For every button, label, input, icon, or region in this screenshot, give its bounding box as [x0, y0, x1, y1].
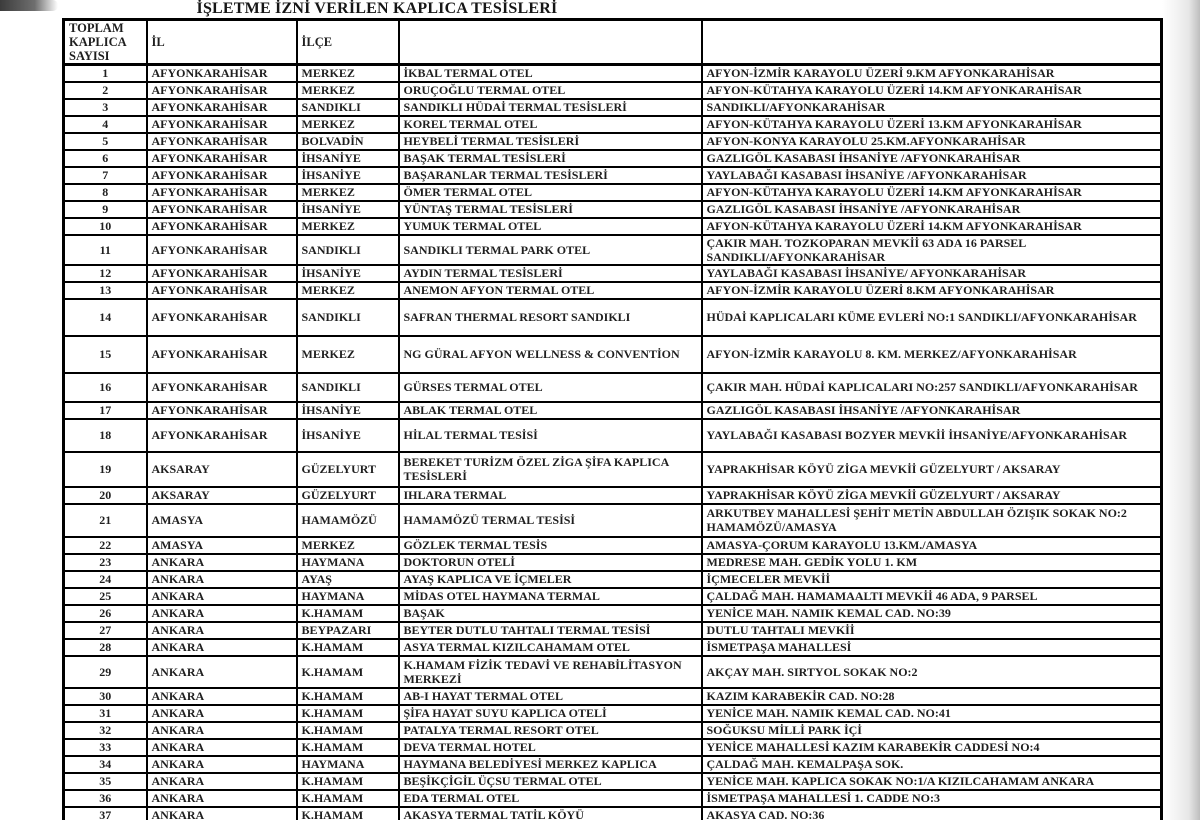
row-number-cell: 6	[64, 150, 147, 167]
table-row	[64, 588, 1162, 605]
facility-name-cell: BAŞAK TERMAL TESİSLERİ	[399, 150, 702, 167]
row-number-cell: 30	[64, 688, 147, 705]
province-cell: AFYONKARAHİSAR	[147, 336, 297, 373]
district-cell: İHSANİYE	[297, 419, 399, 452]
row-number-cell: 22	[64, 537, 147, 554]
row-number-cell: 28	[64, 639, 147, 656]
facility-name-cell: K.HAMAM FİZİK TEDAVİ VE REHABİLİTASYON MERKEZİ	[399, 656, 702, 688]
province-cell: ANKARA	[147, 807, 297, 820]
row-number-cell: 20	[64, 487, 147, 504]
row-number-cell: 13	[64, 282, 147, 299]
facility-name-cell: ASYA TERMAL KIZILCAHAMAM OTEL	[399, 639, 702, 656]
province-cell: ANKARA	[147, 773, 297, 790]
district-cell: İHSANİYE	[297, 402, 399, 419]
table-row	[64, 688, 1162, 705]
province-cell: ANKARA	[147, 739, 297, 756]
address-cell: YENİCE MAHALLESİ KAZIM KARABEKİR CADDESİ NO:4	[702, 739, 1162, 756]
address-cell: AFYON-İZMİR KARAYOLU ÜZERİ 8.KM AFYONKARAHİSAR	[702, 282, 1162, 299]
address-cell: AFYON-İZMİR KARAYOLU ÜZERİ 9.KM AFYONKARAHİSAR	[702, 65, 1162, 82]
district-cell: K.HAMAM	[297, 773, 399, 790]
table-row	[64, 373, 1162, 402]
table-header	[64, 20, 1162, 65]
address-cell: YENİCE MAH. NAMIK KEMAL CAD. NO:41	[702, 705, 1162, 722]
address-cell: AFYON-KÜTAHYA KARAYOLU ÜZERİ 14.KM AFYONKARAHİSAR	[702, 184, 1162, 201]
table-row	[64, 65, 1162, 82]
district-cell: K.HAMAM	[297, 656, 399, 688]
province-cell: AFYONKARAHİSAR	[147, 99, 297, 116]
table-row	[64, 452, 1162, 487]
district-cell: MERKEZ	[297, 336, 399, 373]
address-cell: AFYON-KÜTAHYA KARAYOLU ÜZERİ 14.KM AFYONKARAHİSAR	[702, 218, 1162, 235]
district-cell: K.HAMAM	[297, 790, 399, 807]
province-cell: AFYONKARAHİSAR	[147, 299, 297, 336]
address-cell: YENİCE MAH. NAMIK KEMAL CAD. NO:39	[702, 605, 1162, 622]
table-row	[64, 184, 1162, 201]
facility-name-cell: DOKTORUN OTELİ	[399, 554, 702, 571]
district-cell: MERKEZ	[297, 116, 399, 133]
province-cell: AFYONKARAHİSAR	[147, 116, 297, 133]
row-number-cell: 11	[64, 235, 147, 265]
table-row	[64, 537, 1162, 554]
facility-name-cell: ŞİFA HAYAT SUYU KAPLICA OTELİ	[399, 705, 702, 722]
address-cell: ÇALDAĞ MAH. HAMAMAALTI MEVKİİ 46 ADA, 9 PARSEL	[702, 588, 1162, 605]
row-number-cell: 9	[64, 201, 147, 218]
district-cell: İHSANİYE	[297, 201, 399, 218]
facility-name-cell: SAFRAN THERMAL RESORT SANDIKLI	[399, 299, 702, 336]
table-row	[64, 201, 1162, 218]
col-header-address	[702, 20, 1162, 65]
province-cell: ANKARA	[147, 588, 297, 605]
facility-name-cell: BEYTER DUTLU TAHTALI TERMAL TESİSİ	[399, 622, 702, 639]
facility-name-cell: ORUÇOĞLU TERMAL OTEL	[399, 82, 702, 99]
facility-name-cell: HAMAMÖZÜ TERMAL TESİSİ	[399, 504, 702, 537]
province-cell: ANKARA	[147, 722, 297, 739]
address-cell: AMASYA-ÇORUM KARAYOLU 13.KM./AMASYA	[702, 537, 1162, 554]
table-row	[64, 790, 1162, 807]
row-number-cell: 25	[64, 588, 147, 605]
table-row	[64, 167, 1162, 184]
table-row	[64, 773, 1162, 790]
facility-name-cell: ANEMON AFYON TERMAL OTEL	[399, 282, 702, 299]
facility-name-cell: EDA TERMAL OTEL	[399, 790, 702, 807]
district-cell: BOLVADİN	[297, 133, 399, 150]
table-row	[64, 639, 1162, 656]
province-cell: AFYONKARAHİSAR	[147, 150, 297, 167]
address-cell: YAPRAKHİSAR KÖYÜ ZİGA MEVKİİ GÜZELYURT / AKSARAY	[702, 487, 1162, 504]
row-number-cell: 10	[64, 218, 147, 235]
facility-name-cell: KOREL TERMAL OTEL	[399, 116, 702, 133]
facility-name-cell: AYDIN TERMAL TESİSLERİ	[399, 265, 702, 282]
address-cell: AKASYA CAD. NO:36	[702, 807, 1162, 820]
facility-name-cell: YUMUK TERMAL OTEL	[399, 218, 702, 235]
table-row	[64, 282, 1162, 299]
district-cell: K.HAMAM	[297, 722, 399, 739]
province-cell: ANKARA	[147, 571, 297, 588]
province-cell: AFYONKARAHİSAR	[147, 218, 297, 235]
district-cell: K.HAMAM	[297, 739, 399, 756]
address-cell: DUTLU TAHTALI MEVKİİ	[702, 622, 1162, 639]
province-cell: AMASYA	[147, 504, 297, 537]
district-cell: İHSANİYE	[297, 167, 399, 184]
row-number-cell: 31	[64, 705, 147, 722]
province-cell: ANKARA	[147, 554, 297, 571]
province-cell: ANKARA	[147, 639, 297, 656]
row-number-cell: 16	[64, 373, 147, 402]
row-number-cell: 21	[64, 504, 147, 537]
province-cell: ANKARA	[147, 656, 297, 688]
district-cell: K.HAMAM	[297, 639, 399, 656]
table-row	[64, 218, 1162, 235]
row-number-cell: 7	[64, 167, 147, 184]
address-cell: AFYON-İZMİR KARAYOLU 8. KM. MERKEZ/AFYONKARAHİSAR	[702, 336, 1162, 373]
province-cell: AFYONKARAHİSAR	[147, 133, 297, 150]
table-row	[64, 739, 1162, 756]
table-row	[64, 265, 1162, 282]
page-title: İŞLETME İZNİ VERİLEN KAPLICA TESİSLERİ	[196, 0, 558, 17]
province-cell: ANKARA	[147, 688, 297, 705]
row-number-cell: 19	[64, 452, 147, 487]
facility-name-cell: SANDIKLI TERMAL PARK OTEL	[399, 235, 702, 265]
table-row	[64, 116, 1162, 133]
address-cell: AFYON-KÜTAHYA KARAYOLU ÜZERİ 13.KM AFYONKARAHİSAR	[702, 116, 1162, 133]
district-cell: MERKEZ	[297, 65, 399, 82]
row-number-cell: 36	[64, 790, 147, 807]
province-cell: AFYONKARAHİSAR	[147, 402, 297, 419]
row-number-cell: 8	[64, 184, 147, 201]
table-row	[64, 487, 1162, 504]
district-cell: HAYMANA	[297, 756, 399, 773]
table-row	[64, 807, 1162, 820]
row-number-cell: 34	[64, 756, 147, 773]
address-cell: GAZLIGÖL KASABASI İHSANİYE /AFYONKARAHİSAR	[702, 201, 1162, 218]
table-row	[64, 756, 1162, 773]
row-number-cell: 12	[64, 265, 147, 282]
address-cell: YAPRAKHİSAR KÖYÜ ZİGA MEVKİİ GÜZELYURT / AKSARAY	[702, 452, 1162, 487]
row-number-cell: 32	[64, 722, 147, 739]
row-number-cell: 4	[64, 116, 147, 133]
facility-name-cell: MİDAS OTEL HAYMANA TERMAL	[399, 588, 702, 605]
facility-name-cell: GÖZLEK TERMAL TESİS	[399, 537, 702, 554]
province-cell: AFYONKARAHİSAR	[147, 65, 297, 82]
address-cell: YAYLABAĞI KASABASI İHSANİYE /AFYONKARAHİSAR	[702, 167, 1162, 184]
col-header-province: İL	[147, 20, 297, 65]
row-number-cell: 26	[64, 605, 147, 622]
address-cell: MEDRESE MAH. GEDİK YOLU 1. KM	[702, 554, 1162, 571]
facility-name-cell: BEREKET TURİZM ÖZEL ZİGA ŞİFA KAPLICA TESİSLERİ	[399, 452, 702, 487]
facility-name-cell: İKBAL TERMAL OTEL	[399, 65, 702, 82]
table-row	[64, 571, 1162, 588]
row-number-cell: 2	[64, 82, 147, 99]
address-cell: AFYON-KONYA KARAYOLU 25.KM.AFYONKARAHİSAR	[702, 133, 1162, 150]
facility-name-cell: YÜNTAŞ TERMAL TESİSLERİ	[399, 201, 702, 218]
province-cell: AFYONKARAHİSAR	[147, 235, 297, 265]
district-cell: GÜZELYURT	[297, 452, 399, 487]
row-number-cell: 3	[64, 99, 147, 116]
district-cell: İHSANİYE	[297, 150, 399, 167]
facility-name-cell: HAYMANA BELEDİYESİ MERKEZ KAPLICA	[399, 756, 702, 773]
province-cell: AKSARAY	[147, 487, 297, 504]
row-number-cell: 15	[64, 336, 147, 373]
province-cell: AFYONKARAHİSAR	[147, 282, 297, 299]
district-cell: K.HAMAM	[297, 688, 399, 705]
row-number-cell: 37	[64, 807, 147, 820]
facility-name-cell: AKASYA TERMAL TATİL KÖYÜ	[399, 807, 702, 820]
facility-name-cell: NG GÜRAL AFYON WELLNESS & CONVENTİON	[399, 336, 702, 373]
address-cell: HÜDAİ KAPLICALARI KÜME EVLERİ NO:1 SANDIKLI/AFYONKARAHİSAR	[702, 299, 1162, 336]
district-cell: HAMAMÖZÜ	[297, 504, 399, 537]
col-header-facility	[399, 20, 702, 65]
district-cell: AYAŞ	[297, 571, 399, 588]
row-number-cell: 35	[64, 773, 147, 790]
row-number-cell: 1	[64, 65, 147, 82]
district-cell: K.HAMAM	[297, 705, 399, 722]
facility-name-cell: PATALYA TERMAL RESORT OTEL	[399, 722, 702, 739]
province-cell: ANKARA	[147, 622, 297, 639]
facility-name-cell: HEYBELİ TERMAL TESİSLERİ	[399, 133, 702, 150]
table-row	[64, 133, 1162, 150]
table-row	[64, 656, 1162, 688]
facility-name-cell: AB-I HAYAT TERMAL OTEL	[399, 688, 702, 705]
address-cell: SOĞUKSU MİLLİ PARK İÇİ	[702, 722, 1162, 739]
facility-name-cell: AYAŞ KAPLICA VE İÇMELER	[399, 571, 702, 588]
district-cell: SANDIKLI	[297, 299, 399, 336]
table-row	[64, 554, 1162, 571]
row-number-cell: 27	[64, 622, 147, 639]
spa-facilities-table	[62, 18, 1163, 820]
facility-name-cell: DEVA TERMAL HOTEL	[399, 739, 702, 756]
province-cell: ANKARA	[147, 605, 297, 622]
district-cell: SANDIKLI	[297, 373, 399, 402]
address-cell: GAZLIGÖL KASABASI İHSANİYE /AFYONKARAHİSAR	[702, 150, 1162, 167]
address-cell: ÇALDAĞ MAH. KEMALPAŞA SOK.	[702, 756, 1162, 773]
row-number-cell: 29	[64, 656, 147, 688]
address-cell: ÇAKIR MAH. TOZKOPARAN MEVKİİ 63 ADA 16 PARSEL SANDIKLI/AFYONKARAHİSAR	[702, 235, 1162, 265]
col-header-district: İLÇE	[297, 20, 399, 65]
district-cell: MERKEZ	[297, 218, 399, 235]
district-cell: HAYMANA	[297, 554, 399, 571]
row-number-cell: 17	[64, 402, 147, 419]
row-number-cell: 18	[64, 419, 147, 452]
district-cell: K.HAMAM	[297, 605, 399, 622]
address-cell: ARKUTBEY MAHALLESİ ŞEHİT METİN ABDULLAH ÖZIŞIK SOKAK NO:2 HAMAMÖZÜ/AMASYA	[702, 504, 1162, 537]
province-cell: AKSARAY	[147, 452, 297, 487]
table-row	[64, 605, 1162, 622]
province-cell: AFYONKARAHİSAR	[147, 419, 297, 452]
province-cell: ANKARA	[147, 705, 297, 722]
district-cell: MERKEZ	[297, 82, 399, 99]
province-cell: AFYONKARAHİSAR	[147, 265, 297, 282]
district-cell: K.HAMAM	[297, 807, 399, 820]
address-cell: KAZIM KARABEKİR CAD. NO:28	[702, 688, 1162, 705]
address-cell: İÇMECELER MEVKİİ	[702, 571, 1162, 588]
address-cell: YENİCE MAH. KAPLICA SOKAK NO:1/A KIZILCAHAMAM ANKARA	[702, 773, 1162, 790]
row-number-cell: 23	[64, 554, 147, 571]
district-cell: MERKEZ	[297, 184, 399, 201]
district-cell: HAYMANA	[297, 588, 399, 605]
table-row	[64, 235, 1162, 265]
district-cell: BEYPAZARI	[297, 622, 399, 639]
col-header-total-count: TOPLAM KAPLICA SAYISI	[64, 20, 147, 65]
address-cell: YAYLABAĞI KASABASI BOZYER MEVKİİ İHSANİYE/AFYONKARAHİSAR	[702, 419, 1162, 452]
table-row	[64, 402, 1162, 419]
province-cell: AFYONKARAHİSAR	[147, 167, 297, 184]
district-cell: GÜZELYURT	[297, 487, 399, 504]
table-row	[64, 705, 1162, 722]
province-cell: ANKARA	[147, 790, 297, 807]
scan-artifact-mark	[0, 0, 58, 11]
table-row	[64, 722, 1162, 739]
district-cell: SANDIKLI	[297, 235, 399, 265]
facility-name-cell: BAŞARANLAR TERMAL TESİSLERİ	[399, 167, 702, 184]
address-cell: İSMETPAŞA MAHALLESİ	[702, 639, 1162, 656]
province-cell: AFYONKARAHİSAR	[147, 373, 297, 402]
address-cell: YAYLABAĞI KASABASI İHSANİYE/ AFYONKARAHİSAR	[702, 265, 1162, 282]
facility-name-cell: GÜRSES TERMAL OTEL	[399, 373, 702, 402]
header-row	[64, 20, 1162, 65]
district-cell: SANDIKLI	[297, 99, 399, 116]
district-cell: İHSANİYE	[297, 265, 399, 282]
table-row	[64, 504, 1162, 537]
table-row	[64, 299, 1162, 336]
table-body	[64, 65, 1162, 820]
table-row	[64, 150, 1162, 167]
address-cell: AFYON-KÜTAHYA KARAYOLU ÜZERİ 14.KM AFYONKARAHİSAR	[702, 82, 1162, 99]
province-cell: ANKARA	[147, 756, 297, 773]
row-number-cell: 33	[64, 739, 147, 756]
province-cell: AFYONKARAHİSAR	[147, 201, 297, 218]
facility-name-cell: SANDIKLI HÜDAİ TERMAL TESİSLERİ	[399, 99, 702, 116]
address-cell: SANDIKLI/AFYONKARAHİSAR	[702, 99, 1162, 116]
table-row	[64, 622, 1162, 639]
facility-name-cell: ÖMER TERMAL OTEL	[399, 184, 702, 201]
table-row	[64, 82, 1162, 99]
district-cell: MERKEZ	[297, 282, 399, 299]
scan-edge-shading	[1162, 0, 1200, 820]
province-cell: AMASYA	[147, 537, 297, 554]
table-row	[64, 419, 1162, 452]
address-cell: AKÇAY MAH. SIRTYOL SOKAK NO:2	[702, 656, 1162, 688]
province-cell: AFYONKARAHİSAR	[147, 82, 297, 99]
facility-name-cell: BEŞİKÇİGİL ÜÇSU TERMAL OTEL	[399, 773, 702, 790]
facility-name-cell: IHLARA TERMAL	[399, 487, 702, 504]
row-number-cell: 24	[64, 571, 147, 588]
table-row	[64, 99, 1162, 116]
address-cell: GAZLIGÖL KASABASI İHSANİYE /AFYONKARAHİSAR	[702, 402, 1162, 419]
province-cell: AFYONKARAHİSAR	[147, 184, 297, 201]
row-number-cell: 5	[64, 133, 147, 150]
row-number-cell: 14	[64, 299, 147, 336]
address-cell: ÇAKIR MAH. HÜDAİ KAPLICALARI NO:257 SANDIKLI/AFYONKARAHİSAR	[702, 373, 1162, 402]
facility-name-cell: ABLAK TERMAL OTEL	[399, 402, 702, 419]
facility-name-cell: HİLAL TERMAL TESİSİ	[399, 419, 702, 452]
table-row	[64, 336, 1162, 373]
district-cell: MERKEZ	[297, 537, 399, 554]
facility-name-cell: BAŞAK	[399, 605, 702, 622]
address-cell: İSMETPAŞA MAHALLESİ 1. CADDE NO:3	[702, 790, 1162, 807]
